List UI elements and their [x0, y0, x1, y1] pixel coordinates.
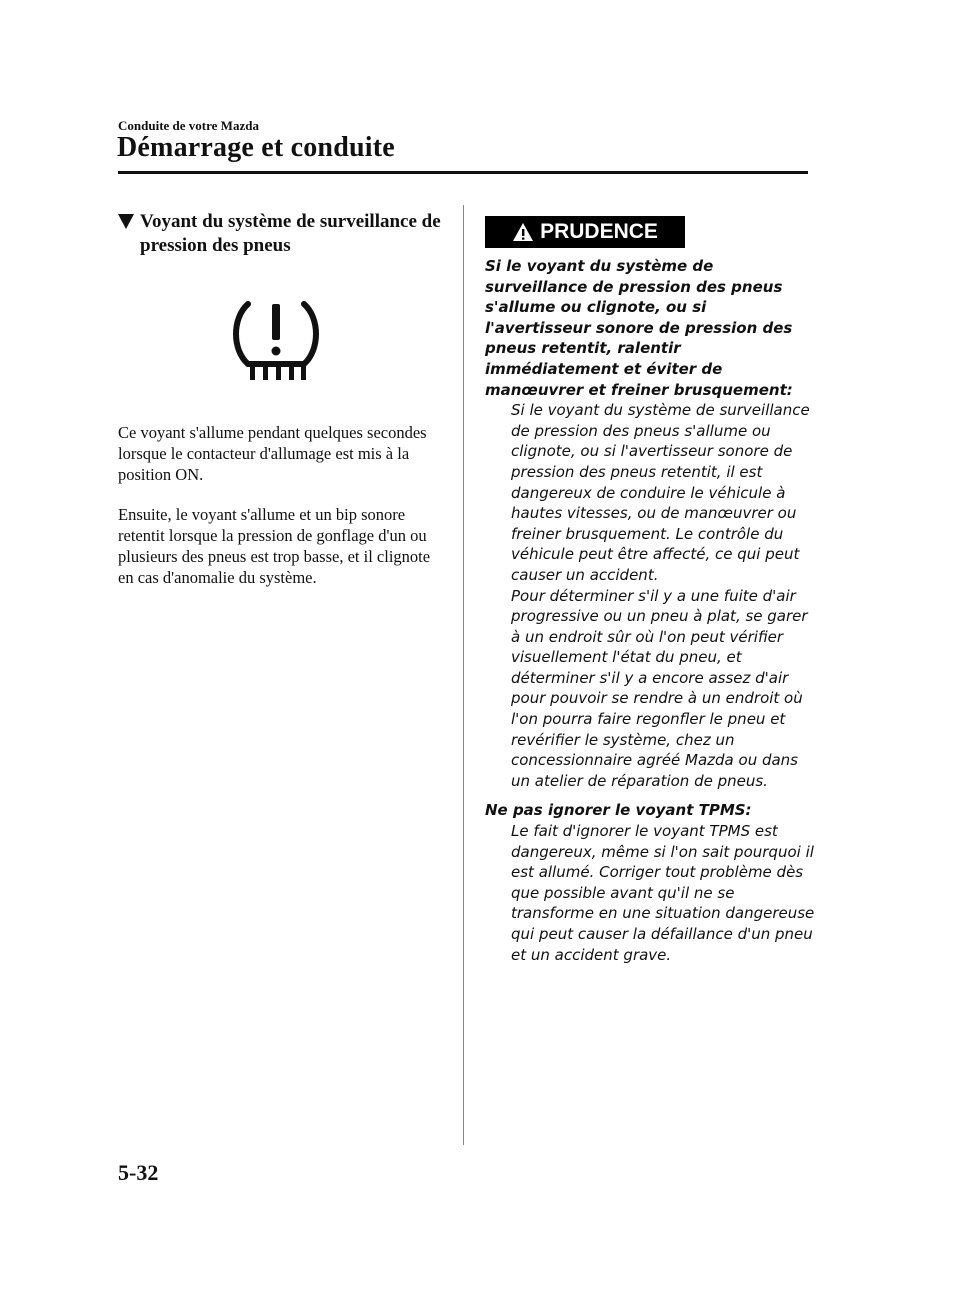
page-number: 5-32 [118, 1160, 159, 1185]
caution-text-1: Si le voyant du système de surveillance de pression des pneus s'allume ou clignote, ou si l'avertisseur sonore de pression des pneus retentit, il est dangereux de conduire le véhicule à hautes vitesses, ou de manœuvrer ou freiner brusquement. Le contrôle du véhicule peut être affecté, ce qui peut causer un accident. [511, 401, 810, 584]
column-divider [463, 205, 464, 1145]
tpms-warning-icon [230, 300, 322, 384]
caution-heading-2: Ne pas ignorer le voyant TPMS: [485, 801, 752, 820]
caution-text-3: Le fait d'ignorer le voyant TPMS est dangereux, même si l'on sait pourquoi il est allumé. Corriger tout problème dès que possible avant qu'il ne se transforme en une situation dangereuse qui peut causer la défaillance d'un pneu et un accident grave. [511, 822, 815, 964]
running-header-section: Conduite de votre Mazda [118, 118, 259, 133]
section-heading-text: Voyant du système de surveillance de pression des pneus [140, 211, 441, 256]
caution-column [485, 216, 815, 965]
body-paragraph-2: Ensuite, le voyant s'allume et un bip sonore retentit lorsque la pression de gonflage d'un ou plusieurs des pneus est trop basse, et il clignote en cas d'anomalie du système. [118, 505, 431, 587]
header-divider [118, 171, 808, 174]
left-column [118, 210, 448, 588]
caution-label: PRUDENCE [540, 220, 658, 243]
body-paragraph-1: Ce voyant s'allume pendant quelques secondes lorsque le contacteur d'allumage est mis à la position ON. [118, 423, 427, 484]
caution-banner [485, 216, 685, 248]
page-title: Démarrage et conduite [117, 132, 395, 163]
caution-text-2: Pour déterminer s'il y a une fuite d'air progressive ou un pneu à plat, se garer à un endroit sûr où l'on peut vérifier visuellement l'état du pneu, et déterminer s'il y a encore assez d'air pour pouvoir se rendre à un endroit où l'on pourra faire regonfler le pneu et revérifier le système, chez un concessionnaire agréé Mazda ou dans un atelier de réparation de pneus. [511, 586, 808, 790]
warning-triangle-icon [512, 222, 534, 242]
section-heading [118, 210, 448, 258]
triangle-marker-icon [118, 214, 134, 229]
caution-heading-1: Si le voyant du système de surveillance de pression des pneus s'allume ou clignote, ou si l'avertisseur sonore de pression des pneus retentit, ralentir immédiatement et éviter de manœuvrer et freiner brusquement: [485, 257, 793, 399]
